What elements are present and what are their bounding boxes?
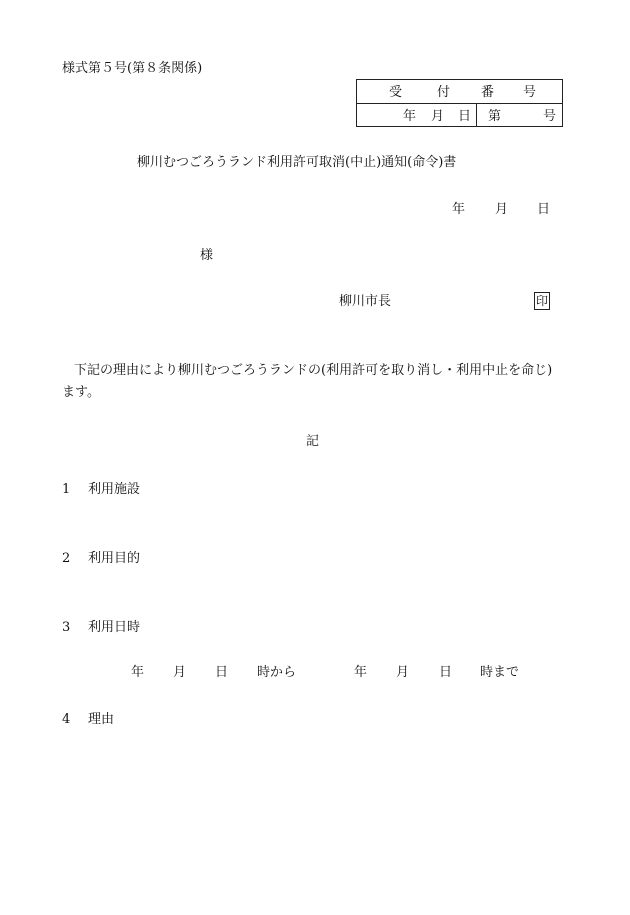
seal-stamp: 印 [535, 294, 548, 308]
ki-heading: 記 [306, 434, 320, 449]
form-number: 様式第５号(第８条関係) [62, 61, 203, 76]
body-text-line: ます。 [62, 385, 100, 400]
to-year: 年 [354, 665, 368, 680]
from-month: 月 [173, 665, 187, 680]
receipt-year: 年 [403, 109, 417, 124]
body-text-line: 下記の理由により柳川むつごろうランドの(利用許可を取り消し・利用中止を命じ) [74, 363, 553, 378]
addressee-suffix: 様 [200, 248, 214, 263]
item-number: 2 [62, 551, 71, 566]
from-time: 時から [257, 665, 297, 680]
receipt-box-header-row [357, 80, 562, 104]
date-month: 月 [495, 202, 509, 217]
to-day: 日 [439, 665, 453, 680]
receipt-header-char: 番 [481, 85, 495, 100]
receipt-day: 日 [458, 109, 472, 124]
from-day: 日 [215, 665, 229, 680]
from-year: 年 [131, 665, 145, 680]
item-label-datetime: 利用日時 [88, 620, 141, 635]
receipt-box-divider [476, 103, 477, 127]
item-label-facility: 利用施設 [88, 482, 141, 497]
issuer-name: 柳川市長 [339, 294, 392, 309]
receipt-number-box [356, 79, 563, 127]
item-number: 4 [62, 712, 71, 727]
receipt-number-prefix: 第 [488, 109, 502, 124]
item-number: 1 [62, 482, 71, 497]
date-year: 年 [452, 202, 466, 217]
receipt-header-char: 受 [389, 85, 403, 100]
document-title: 柳川むつごろうランド利用許可取消(中止)通知(命令)書 [137, 155, 457, 170]
item-label-reason: 理由 [88, 712, 115, 727]
receipt-header-char: 号 [523, 85, 537, 100]
receipt-header-char: 付 [437, 85, 451, 100]
to-time: 時まで [480, 665, 520, 680]
receipt-month: 月 [431, 109, 445, 124]
date-day: 日 [537, 202, 551, 217]
item-number: 3 [62, 620, 71, 635]
to-month: 月 [396, 665, 410, 680]
item-label-purpose: 利用目的 [88, 551, 141, 566]
receipt-number-suffix: 号 [543, 109, 557, 124]
